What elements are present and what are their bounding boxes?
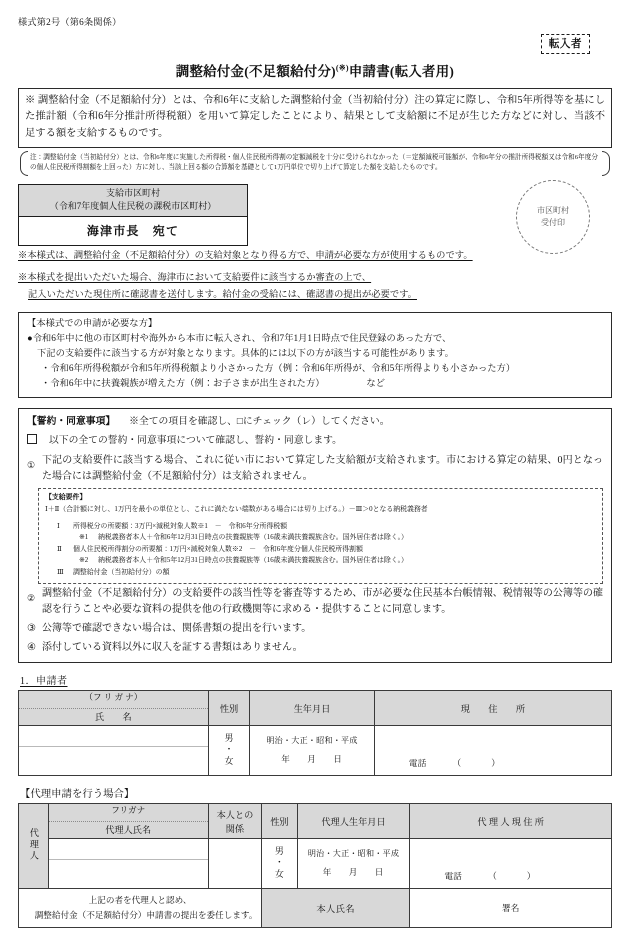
proxy-tel-paren-open: （ bbox=[487, 870, 497, 881]
applicant-address-header: 現 住 所 bbox=[374, 690, 611, 725]
requirement-row-3 bbox=[45, 567, 597, 579]
proxy-gender-male[interactable]: 男 bbox=[274, 845, 284, 856]
page-title-main: 調整給付金(不足額給付分) bbox=[175, 64, 336, 79]
signature-label: 署名 bbox=[501, 903, 520, 914]
proxy-name-input[interactable] bbox=[49, 860, 208, 888]
pledge-item-4-number: ④ bbox=[27, 641, 36, 653]
proxy-section-heading: 【代理申請を行う場合】 bbox=[20, 788, 135, 800]
requirements-title: 【支給要件】 bbox=[45, 494, 87, 502]
pledge-item-1-text: 下記の支給要件に該当する場合、これに従い市において算定した支給額が支給されます。市における算定の結果、0円となった場合には調整給付金（不足額給付分）は支給されません。 bbox=[42, 455, 603, 483]
proxy-birthdate-header: 代理人生年月日 bbox=[297, 803, 410, 838]
pledge-heading bbox=[27, 414, 603, 430]
proxy-header-row bbox=[19, 803, 612, 838]
requirement-row-2 bbox=[45, 544, 597, 556]
addressee-value: 海津市長 宛て bbox=[86, 223, 180, 238]
remark-line-3 bbox=[18, 288, 612, 303]
self-name-label-cell bbox=[262, 888, 410, 927]
applicant-birthdate-input[interactable] bbox=[250, 725, 375, 775]
applicant-header-row bbox=[19, 690, 612, 725]
addressee-header-line1: 支給市区町村 bbox=[105, 187, 160, 198]
requirement-note-1-text: 納税義務者本人＋令和6年12月31日時点の扶養親族等（16歳未満扶養親族含む。国外居住者は除く。） bbox=[97, 534, 408, 542]
notice-box: ※ 調整給付金（不足額給付分）とは、令和6年に支給した調整給付金（当初給付分）注の算定に際し、令和5年所得等を基にした推計額（令和6年分推計所得税額）を用いて算定したことにより、結果として支給額に不足が生じた方などに対し、当該不足する額を支給するものです。 bbox=[18, 88, 612, 148]
remark-line-1 bbox=[18, 249, 612, 264]
proxy-gender-separator: ・ bbox=[274, 857, 284, 868]
applicant-year-label: 年 bbox=[281, 754, 291, 765]
applicant-name-header-cell bbox=[19, 690, 209, 725]
applicant-tel-label: 電話 bbox=[408, 757, 427, 768]
signature-field[interactable] bbox=[410, 888, 612, 927]
pledge-master-checkbox-row[interactable] bbox=[27, 433, 603, 449]
applicant-section-heading: 1．申請者 bbox=[20, 675, 68, 687]
pledge-item-3-number: ③ bbox=[27, 622, 36, 634]
applicant-month-label: 月 bbox=[307, 754, 317, 765]
proxy-name-header-cell bbox=[48, 803, 208, 838]
applicant-tel-paren-open: （ bbox=[452, 757, 462, 768]
applicant-furigana-header: （フ リ ガ ナ） bbox=[19, 691, 208, 709]
proxy-relation-header-line2: 関係 bbox=[225, 823, 245, 834]
applicant-input-row[interactable] bbox=[19, 725, 612, 775]
who-must-file-line-1: ●令和6年中に他の市区町村や海外から本市に転入され、令和7年1月1日時点で住民登録のあった方で、 bbox=[27, 333, 452, 344]
proxy-relation-header-line1: 本人との bbox=[216, 809, 254, 820]
requirements-formula: Ⅰ＋Ⅱ（合計額に対し、1万円を最小の単位とし、これに満たない端数がある場合には切り上げる。）－Ⅲ＞0となる納税義務者 bbox=[45, 506, 428, 514]
requirement-row-2-numeral: Ⅱ bbox=[57, 545, 62, 553]
pledge-item-2-number: ② bbox=[27, 592, 36, 603]
requirement-row-3-text: 調整給付金（当初給付分）の額 bbox=[73, 568, 170, 576]
applicant-gender-separator: ・ bbox=[224, 744, 234, 755]
proxy-furigana-input[interactable] bbox=[49, 839, 208, 860]
addressee-area bbox=[18, 184, 612, 242]
proxy-input-row[interactable] bbox=[19, 838, 612, 888]
applicant-era-options[interactable]: 明治・大正・昭和・平成 bbox=[266, 736, 358, 746]
requirement-row-3-numeral: Ⅲ bbox=[57, 568, 64, 576]
requirement-note-2-label: ※2 bbox=[79, 557, 89, 565]
applicant-name-header: 氏 名 bbox=[95, 711, 132, 722]
pledge-item-4-text: 添付している資料以外に収入を証する書類はありません。 bbox=[42, 641, 303, 653]
proxy-name-input-cell[interactable] bbox=[48, 838, 208, 888]
who-must-file-line-4: ・令和6年中に扶養親族が増えた方（例：お子さまが出生された方） など bbox=[41, 379, 385, 390]
category-tag-transferee: 転入者 bbox=[541, 34, 590, 54]
category-tag-row bbox=[18, 34, 612, 56]
applicant-furigana-input[interactable] bbox=[19, 726, 208, 747]
pledge-item-3 bbox=[27, 621, 603, 637]
applicant-address-input[interactable] bbox=[374, 725, 611, 775]
proxy-address-header: 代 理 人 現 住 所 bbox=[410, 803, 612, 838]
proxy-furigana-header: フリガナ bbox=[49, 804, 208, 822]
applicant-table bbox=[18, 690, 612, 776]
requirement-row-1-numeral: Ⅰ bbox=[57, 522, 60, 530]
requirement-note-1 bbox=[45, 532, 597, 544]
remark-text-1: ※本様式は、調整給付金（不足額給付分）の支給対象となり得る方で、申請が必要な方が使用するものです。 bbox=[18, 250, 473, 261]
addressee-box bbox=[18, 184, 248, 246]
self-name-label: 本人氏名 bbox=[316, 903, 356, 914]
proxy-consent-statement bbox=[19, 888, 262, 927]
proxy-consent-line1: 上記の者を代理人と認め、 bbox=[88, 894, 192, 905]
proxy-tel-label: 電話 bbox=[444, 870, 462, 881]
proxy-address-input[interactable] bbox=[410, 838, 612, 888]
remark-text-2: ※本様式を提出いただいた場合、海津市において支給要件に該当するか審査の上で、 bbox=[18, 273, 372, 284]
pledge-item-1 bbox=[27, 453, 603, 485]
applicant-gender-input[interactable] bbox=[208, 725, 250, 775]
proxy-consent-line2: 調整給付金（不足額給付分）申請書の提出を委任します。 bbox=[34, 909, 258, 920]
footnote-initial-payment: 注：調整給付金（当初給付分）とは、令和6年度に実施した所得税・個人住民税所得割の定額減税を十分に受けられなかった（＝定額減税可能額が、令和6年分の推計所得税額又は令和6年度分の個人住民税所得割額を上回った）方に対し、当該上回る額の合算額を基礎として1万円単位で切り上げて算定した額を支給したものです。 bbox=[20, 150, 610, 177]
requirement-row-1 bbox=[45, 521, 597, 533]
proxy-name-header: 代理人氏名 bbox=[105, 824, 152, 835]
proxy-year-label: 年 bbox=[322, 867, 333, 878]
pledge-item-2 bbox=[27, 586, 603, 618]
proxy-gender-input[interactable] bbox=[262, 838, 298, 888]
page-title-superscript: (※) bbox=[335, 63, 349, 73]
page-title bbox=[18, 61, 612, 80]
pledge-item-2-text: 調整給付金（不足額給付分）の支給要件の該当性等を審査等するため、市が必要な住民基本台帳情報、税情報等の公簿等の確認を行うことや必要な資料の提供を他の行政機関等に求める・提供することに同意します。 bbox=[42, 587, 603, 615]
pledge-check-label: 以下の全ての誓約・同意事項について確認し、誓約・同意します。 bbox=[49, 435, 342, 447]
addressee-header-line2: （令和7年度個人住民税の課税市区町村） bbox=[49, 200, 217, 211]
pledge-item-4 bbox=[27, 640, 603, 656]
applicant-gender-female[interactable]: 女 bbox=[224, 755, 234, 766]
page-title-tail: 申請書(転入者用) bbox=[348, 64, 455, 79]
pledge-consent-box bbox=[18, 408, 612, 662]
applicant-name-input-cell[interactable] bbox=[19, 725, 209, 775]
stamp-line1: 市区町村 bbox=[537, 205, 569, 215]
who-must-file-title: 【本様式での申請が必要な方】 bbox=[27, 318, 158, 329]
pledge-item-1-number: ① bbox=[27, 460, 36, 471]
requirement-row-2-text: 個人住民税所得割分の所要額：1万円×減税対象人数※2 － 令和6年度分個人住民税所得割額 bbox=[73, 545, 363, 553]
payment-requirements-box bbox=[38, 488, 603, 583]
form-number: 様式第2号（第6条関係） bbox=[18, 17, 122, 27]
remark-text-3: 記入いただいた現住所に確認書を送付します。給付金の受給には、確認書の提出が必要です。 bbox=[28, 289, 417, 300]
applicant-birthdate-header: 生年月日 bbox=[250, 690, 375, 725]
addressee-header bbox=[19, 185, 247, 217]
who-must-file-line-2: 下記の支給要件に該当する方が対象となります。具体的には以下の方が該当する可能性があります。 bbox=[37, 348, 454, 359]
receipt-stamp-placeholder bbox=[516, 180, 590, 254]
proxy-relation-input[interactable] bbox=[208, 838, 261, 888]
requirement-note-2-text: 納税義務者本人＋令和5年12月31日時点の扶養親族等（16歳未満扶養親族含む。国外居住者は除く。） bbox=[97, 557, 408, 565]
proxy-tel-paren-close: ） bbox=[526, 870, 536, 881]
applicant-day-label: 日 bbox=[333, 754, 343, 765]
requirement-note-1-label: ※1 bbox=[79, 534, 89, 542]
checkbox-icon[interactable] bbox=[27, 434, 37, 444]
proxy-gender-header: 性別 bbox=[262, 803, 298, 838]
remark-line-2 bbox=[18, 271, 612, 286]
applicant-name-input[interactable] bbox=[19, 747, 208, 775]
applicant-gender-header: 性別 bbox=[208, 690, 250, 725]
requirement-note-2 bbox=[45, 555, 597, 567]
who-must-file-box bbox=[18, 312, 612, 398]
proxy-day-label: 日 bbox=[374, 867, 385, 878]
proxy-gender-female[interactable]: 女 bbox=[274, 868, 284, 879]
stamp-line2: 受付印 bbox=[541, 217, 565, 227]
pledge-instruction: ※全ての項目を確認し、□にチェック（レ）してください。 bbox=[129, 416, 390, 428]
applicant-gender-male[interactable]: 男 bbox=[224, 732, 234, 743]
proxy-era-options[interactable]: 明治・大正・昭和・平成 bbox=[307, 849, 400, 859]
proxy-table bbox=[18, 803, 612, 928]
requirement-row-1-text: 所得税分の所要額：3万円×減税対象人数※1 － 令和6年分所得税額 bbox=[73, 522, 288, 530]
proxy-birthdate-input[interactable] bbox=[297, 838, 410, 888]
proxy-row-label bbox=[19, 803, 49, 888]
proxy-relation-header bbox=[208, 803, 261, 838]
pledge-title: 【誓約・同意事項】 bbox=[27, 416, 116, 428]
applicant-tel-paren-close: ） bbox=[491, 757, 500, 768]
pledge-item-3-text: 公簿等で確認できない場合は、関係書類の提出を行います。 bbox=[42, 622, 312, 634]
proxy-row-label-text: 代理人 bbox=[28, 827, 39, 862]
proxy-consent-row bbox=[19, 888, 612, 927]
who-must-file-line-3: ・令和6年所得税額が令和5年所得税額より小さかった方（例：令和6年所得が、令和5年所得よりも小さかった方） bbox=[41, 364, 516, 375]
proxy-month-label: 月 bbox=[348, 867, 359, 878]
